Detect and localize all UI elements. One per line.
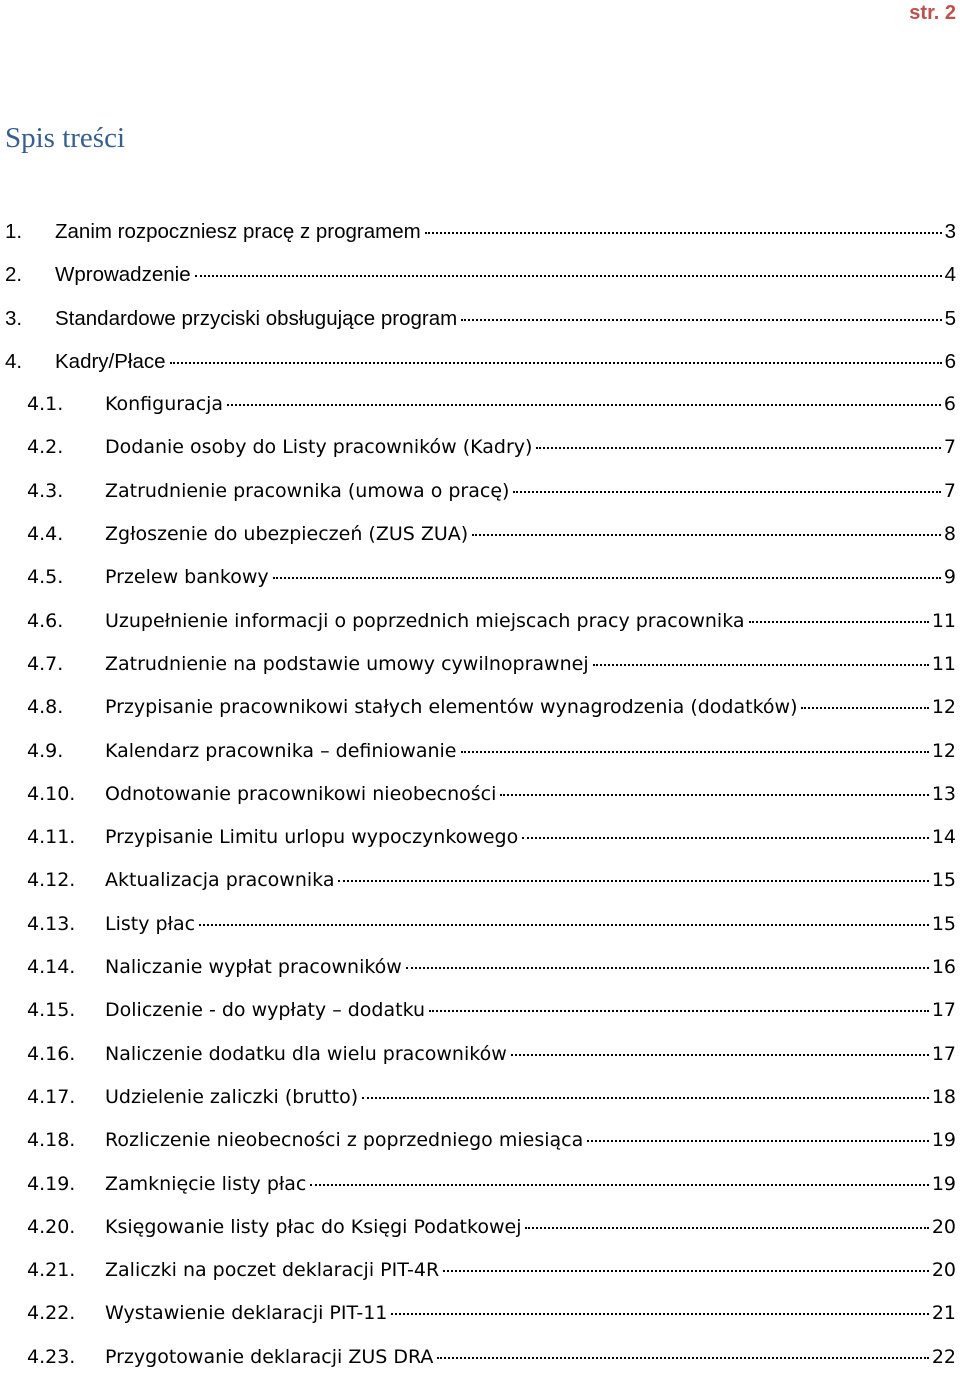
toc-entry[interactable] (0, 999, 960, 1042)
dot-leader (461, 751, 929, 753)
toc-entry-number: 4.5. (27, 566, 64, 589)
toc-entry[interactable] (0, 1129, 960, 1172)
dot-leader (429, 1010, 929, 1012)
toc-entry-page[interactable]: 14 (931, 826, 956, 849)
dot-leader (801, 707, 928, 709)
toc-entry-page[interactable]: 7 (943, 479, 956, 502)
dot-leader (587, 1140, 929, 1142)
toc-entry-page[interactable]: 20 (931, 1259, 956, 1282)
toc-entry-title[interactable]: Doliczenie - do wypłaty – dodatku (105, 999, 426, 1022)
toc-entry[interactable] (0, 1346, 960, 1389)
toc-entry-title[interactable]: Kalendarz pracownika – definiowanie (105, 739, 457, 762)
dot-leader (227, 404, 941, 406)
dot-leader (362, 1097, 929, 1099)
toc-entry-number: 4.8. (27, 696, 64, 719)
toc-entry[interactable] (0, 220, 960, 263)
table-of-contents (0, 220, 960, 1389)
toc-entry-page[interactable]: 17 (931, 1042, 956, 1065)
toc-entry-page[interactable]: 15 (931, 869, 956, 892)
toc-entry[interactable] (0, 1173, 960, 1216)
toc-entry-page[interactable]: 9 (943, 566, 956, 589)
dot-leader (513, 491, 940, 493)
toc-entry-title[interactable]: Naliczenie dodatku dla wielu pracowników (105, 1042, 507, 1065)
toc-entry-number: 4.11. (27, 826, 76, 849)
toc-entry-page[interactable]: 11 (931, 652, 956, 675)
dot-leader (273, 577, 941, 579)
toc-entry[interactable] (0, 1086, 960, 1129)
toc-entry[interactable] (0, 653, 960, 696)
toc-entry-page[interactable]: 8 (943, 523, 956, 546)
toc-entry-number: 4.22. (27, 1302, 76, 1325)
toc-entry[interactable] (0, 956, 960, 999)
toc-entry-page[interactable]: 15 (931, 912, 956, 935)
dot-leader (310, 1184, 928, 1186)
dot-leader (391, 1313, 928, 1315)
toc-entry-number: 4.6. (27, 609, 64, 632)
toc-entry-title[interactable]: Dodanie osoby do Listy pracowników (Kadry) (105, 436, 533, 459)
dot-leader (749, 621, 929, 623)
toc-entry-title[interactable]: Zamknięcie listy płac (105, 1172, 307, 1195)
toc-entry-title[interactable]: Przelew bankowy (105, 566, 269, 589)
toc-entry-title[interactable]: Uzupełnienie informacji o poprzednich miejscach pracy pracownika (105, 609, 745, 632)
toc-entry-title[interactable]: Przypisanie Limitu urlopu wypoczynkowego (105, 826, 519, 849)
toc-entry-number: 4.15. (27, 999, 76, 1022)
toc-entry[interactable] (0, 1043, 960, 1086)
toc-entry-page[interactable]: 3 (944, 220, 956, 243)
toc-entry-title[interactable]: Zanim rozpoczniesz pracę z programem (55, 220, 421, 243)
toc-entry[interactable] (0, 263, 960, 306)
toc-entry-number: 4.2. (27, 436, 64, 459)
dot-leader (443, 1270, 929, 1272)
toc-title: Spis treści (5, 122, 126, 154)
toc-entry-page[interactable]: 13 (931, 782, 956, 805)
toc-entry[interactable] (0, 740, 960, 783)
toc-entry-page[interactable]: 18 (931, 1085, 956, 1108)
toc-entry[interactable] (0, 1259, 960, 1302)
toc-entry-title[interactable]: Przypisanie pracownikowi stałych elementów wynagrodzenia (dodatków) (105, 696, 798, 719)
toc-entry-page[interactable]: 6 (944, 349, 956, 373)
toc-entry-number: 4.21. (27, 1259, 76, 1282)
toc-entry[interactable] (0, 566, 960, 609)
toc-entry-page[interactable]: 5 (944, 306, 956, 330)
toc-entry-number: 4.4. (27, 523, 64, 546)
toc-entry-page[interactable]: 16 (931, 956, 956, 979)
dot-leader (195, 275, 942, 277)
toc-entry[interactable] (0, 393, 960, 436)
toc-entry-page[interactable]: 20 (931, 1215, 956, 1238)
toc-entry-title[interactable]: Aktualizacja pracownika (105, 869, 335, 892)
dot-leader (525, 1227, 928, 1229)
toc-entry-title[interactable]: Rozliczenie nieobecności z poprzedniego miesiąca (105, 1129, 584, 1152)
dot-leader (425, 232, 942, 234)
toc-entry-title[interactable]: Odnotowanie pracownikowi nieobecności (105, 782, 497, 805)
toc-entry[interactable] (0, 826, 960, 869)
toc-entry-number: 4.14. (27, 956, 76, 979)
dot-leader (437, 1357, 928, 1359)
toc-entry-number: 4.20. (27, 1215, 76, 1238)
toc-entry-number: 4.13. (27, 912, 76, 935)
toc-entry[interactable] (0, 436, 960, 479)
toc-entry-title[interactable]: Konfiguracja (105, 393, 224, 416)
dot-leader (593, 664, 929, 666)
toc-entry-number: 4.17. (27, 1085, 76, 1108)
toc-entry-title[interactable]: Zatrudnienie na podstawie umowy cywilnoprawnej (105, 652, 589, 675)
toc-entry-title[interactable]: Listy płac (105, 912, 196, 935)
toc-entry-title[interactable]: Naliczanie wypłat pracowników (105, 956, 402, 979)
toc-entry[interactable] (0, 696, 960, 739)
toc-entry-page[interactable]: 19 (931, 1172, 956, 1195)
toc-entry[interactable] (0, 1302, 960, 1345)
toc-entry-page[interactable]: 12 (931, 696, 956, 719)
toc-entry-title[interactable]: Zaliczki na poczet deklaracji PIT-4R (105, 1259, 440, 1282)
toc-entry[interactable] (0, 480, 960, 523)
toc-entry-title[interactable]: Kadry/Płace (55, 349, 166, 373)
toc-entry[interactable] (0, 610, 960, 653)
dot-leader (472, 534, 941, 536)
toc-entry[interactable] (0, 350, 960, 393)
toc-entry-number: 1. (5, 220, 23, 243)
toc-entry-title[interactable]: Zatrudnienie pracownika (umowa o pracę) (105, 479, 510, 502)
toc-entry-title[interactable]: Wystawienie deklaracji PIT-11 (105, 1302, 388, 1325)
toc-entry-number: 2. (5, 263, 23, 287)
dot-leader (536, 447, 940, 449)
toc-entry-number: 4.12. (27, 869, 76, 892)
toc-entry-number: 4.19. (27, 1172, 76, 1195)
toc-entry[interactable] (0, 523, 960, 566)
toc-entry-title[interactable]: Księgowanie listy płac do Księgi Podatkowej (105, 1215, 522, 1238)
toc-entry-number: 4.7. (27, 652, 64, 675)
page-number: str. 2 (909, 2, 956, 24)
toc-entry-title[interactable]: Zgłoszenie do ubezpieczeń (ZUS ZUA) (105, 523, 469, 546)
toc-entry-page[interactable]: 12 (931, 739, 956, 762)
toc-entry-page[interactable]: 7 (943, 436, 956, 459)
toc-entry-title[interactable]: Udzielenie zaliczki (brutto) (105, 1085, 359, 1108)
dot-leader (406, 967, 929, 969)
toc-entry-page[interactable]: 6 (943, 393, 956, 416)
toc-entry-number: 4.3. (27, 479, 64, 502)
toc-entry-number: 4.1. (27, 393, 64, 416)
dot-leader (511, 1054, 929, 1056)
dot-leader (338, 880, 928, 882)
toc-entry-page[interactable]: 22 (931, 1345, 956, 1368)
toc-entry-title[interactable]: Przygotowanie deklaracji ZUS DRA (105, 1345, 434, 1368)
toc-entry-number: 4. (5, 349, 23, 373)
toc-entry[interactable] (0, 307, 960, 350)
toc-entry-number: 4.10. (27, 782, 76, 805)
toc-entry-number: 4.16. (27, 1042, 76, 1065)
toc-entry-title[interactable]: Wprowadzenie (55, 263, 191, 287)
toc-entry-page[interactable]: 4 (944, 263, 956, 287)
dot-leader (170, 362, 942, 364)
toc-entry[interactable] (0, 1216, 960, 1259)
toc-entry-page[interactable]: 17 (931, 999, 956, 1022)
toc-entry-page[interactable]: 11 (931, 609, 956, 632)
dot-leader (461, 319, 941, 321)
toc-entry-number: 3. (5, 306, 23, 330)
toc-entry-page[interactable]: 19 (931, 1129, 956, 1152)
toc-entry-number: 4.9. (27, 739, 64, 762)
toc-entry-number: 4.18. (27, 1129, 76, 1152)
dot-leader (522, 837, 929, 839)
dot-leader (199, 924, 929, 926)
toc-entry[interactable] (0, 783, 960, 826)
toc-entry[interactable] (0, 913, 960, 956)
dot-leader (500, 794, 928, 796)
toc-entry[interactable] (0, 869, 960, 912)
toc-entry-number: 4.23. (27, 1345, 76, 1368)
toc-entry-title[interactable]: Standardowe przyciski obsługujące program (55, 306, 458, 330)
toc-entry-page[interactable]: 21 (931, 1302, 956, 1325)
